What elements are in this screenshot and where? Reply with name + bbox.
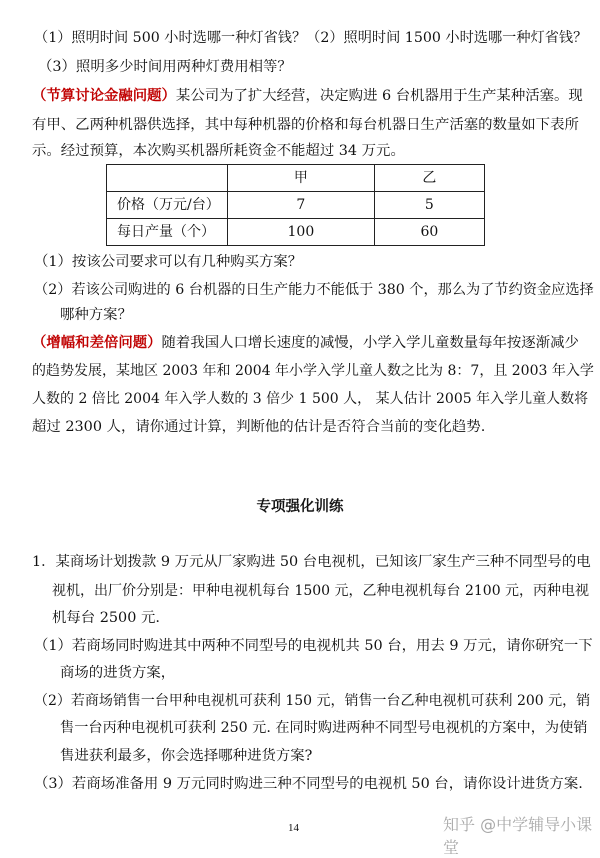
exercise-1-question-2-line-1: （2）若商场销售一台甲种电视机可获利 150 元，销售一台乙种电视机可获利 200 元，销 — [34, 693, 591, 709]
finance-problem-line-1 — [32, 86, 583, 106]
table-cell: 每日产量（个） — [107, 219, 228, 246]
exercise-1-question-1-line-2: 商场的进货方案， — [60, 665, 176, 681]
table-header-row — [107, 165, 485, 192]
watermark: 知乎 @中学辅导小课堂 — [443, 815, 593, 857]
finance-problem-line-2: 有甲、乙两种机器供选择，其中每种机器的价格和每台机器日生产活塞的数量如下表所 — [32, 117, 579, 133]
table-cell: 60 — [374, 219, 484, 246]
growth-problem-line-2: 的趋势发展，某地区 2003 年和 2004 年小学入学儿童人数之比为 8：7，且 2003 年入学 — [32, 363, 594, 379]
exercise-1-line-2: 视机，出厂价分别是：甲种电视机每台 1500 元，乙种电视机每台 2100 元，丙种电视 — [52, 583, 590, 599]
growth-problem-line-3: 人数的 2 倍比 2004 年入学人数的 3 倍少 1 500 人， 某人估计 2005 年入学儿童人数将 — [32, 391, 589, 407]
finance-question-2-line-1: （2）若该公司购进的 6 台机器的日生产能力不能低于 380 个，那么为了节约资金应选择 — [34, 282, 594, 298]
exercise-1-line-1: 1．某商场计划拨款 9 万元从厂家购进 50 台电视机，已知该厂家生产三种不同型号的电 — [32, 554, 591, 570]
growth-problem-line-4: 超过 2300 人，请你通过计算，判断他的估计是否符合当前的变化趋势. — [32, 419, 486, 435]
table-cell: 甲 — [228, 165, 375, 192]
table-cell: 7 — [228, 192, 375, 219]
finance-question-1: （1）按该公司要求可以有几种购买方案？ — [34, 254, 303, 270]
table-row — [107, 219, 485, 246]
page-number: 14 — [288, 822, 299, 834]
machine-table — [106, 164, 485, 246]
finance-question-2-line-2: 哪种方案？ — [60, 307, 132, 323]
growth-problem-tag: （增幅和差倍问题） — [32, 334, 162, 351]
section-title: 专项强化训练 — [256, 498, 344, 515]
table-cell: 价格（万元/台） — [107, 192, 228, 219]
finance-problem-text: 某公司为了扩大经营，决定购进 6 台机器用于生产某种活塞。现 — [175, 88, 583, 104]
exercise-1-line-3: 机每台 2500 元. — [52, 610, 160, 626]
table-cell: 乙 — [374, 165, 484, 192]
table-cell: 5 — [374, 192, 484, 219]
table-row — [107, 192, 485, 219]
finance-problem-line-3: 示。经过预算，本次购买机器所耗资金不能超过 34 万元。 — [32, 143, 405, 159]
exercise-1-question-3: （3）若商场准备用 9 万元同时购进三种不同型号的电视机 50 台，请你设计进货方案. — [34, 776, 583, 792]
finance-problem-tag: （节算讨论金融问题） — [32, 87, 176, 104]
growth-problem-line-1 — [32, 333, 579, 353]
exercise-1-question-1-line-1: （1）若商场同时购进其中两种不同型号的电视机共 50 台，用去 9 万元，请你研究一下 — [34, 638, 593, 654]
table-cell — [107, 165, 228, 192]
exercise-1-question-2-line-3: 售进获利最多，你会选择哪种进货方案? — [60, 748, 313, 764]
question-line-3: （3）照明多少时间用两种灯费用相等？ — [38, 59, 292, 75]
exercise-1-question-2-line-2: 售一台丙种电视机可获利 250 元. 在同时购进两种不同型号电视机的方案中，为使销 — [60, 720, 588, 736]
growth-problem-text: 随着我国人口增长速度的减慢，小学入学儿童数量每年按逐渐减少 — [161, 335, 579, 351]
question-line-1: （1）照明时间 500 小时选哪一种灯省钱？（2）照明时间 1500 小时选哪一种灯省钱？ — [34, 30, 588, 46]
table-cell: 100 — [228, 219, 375, 246]
